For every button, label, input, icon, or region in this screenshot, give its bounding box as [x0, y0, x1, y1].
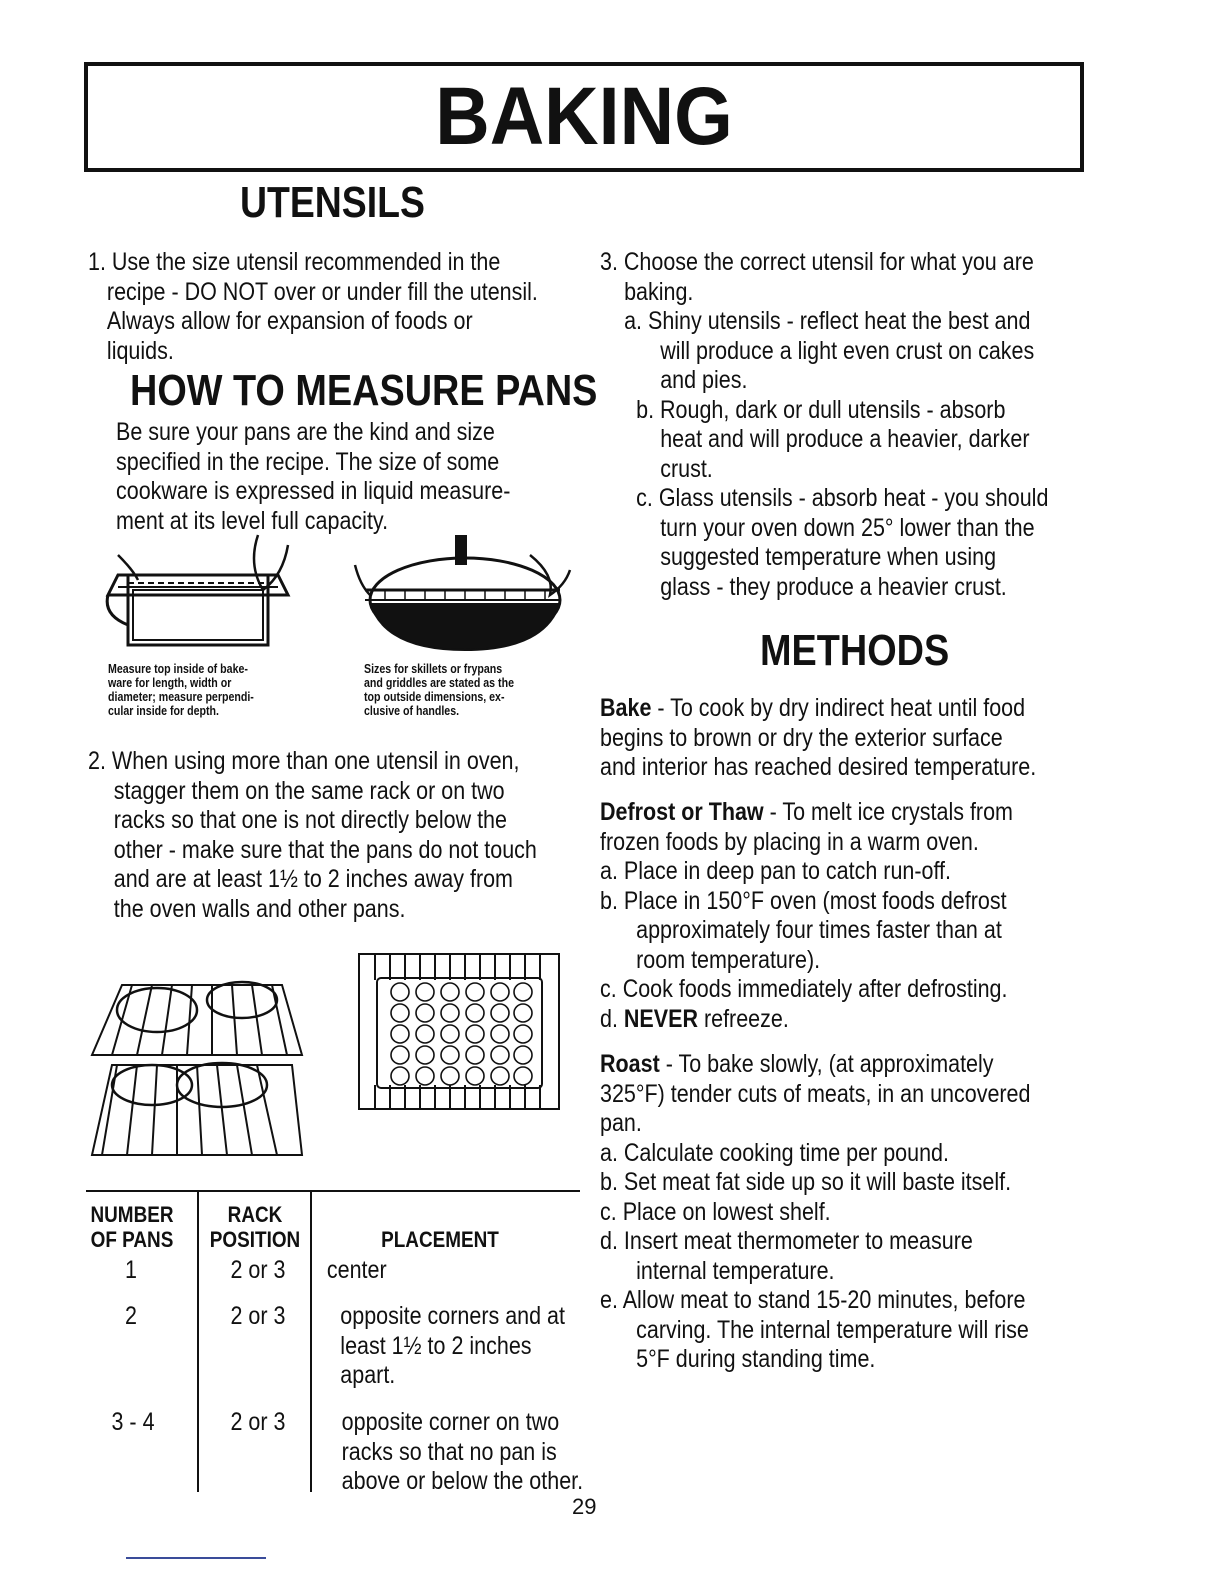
methods-heading: METHODS: [760, 626, 950, 675]
method-defrost: Defrost or Thaw - To melt ice crystals from frozen foods by placing in a warm oven. a. Place in deep pan to catch run-off. b. Place in 150°F oven (most foods defrost approximately four times faster than at room temperature). c. Cook foods immediately after defrosting. d. NEVER refreeze.: [600, 798, 1013, 1033]
skillet-measure-illustration: [355, 525, 570, 660]
measure-pans-heading: HOW TO MEASURE PANS: [130, 366, 598, 415]
bakeware-measure-illustration: [108, 535, 308, 660]
method-roast: Roast - To bake slowly, (at approximately 325°F) tender cuts of meats, in an uncovered pan. a. Calculate cooking time per pound. b. Set meat fat side up so it will baste itself. c. Place on lowest shelf. d. Insert meat thermometer to measure internal temperature. e. Allow meat to stand 15-20 minutes, before carving. The internal temperature will rise 5°F during standing time.: [600, 1050, 1031, 1373]
table-row-3-rack: 2 or 3: [230, 1408, 286, 1436]
table-row-1-placement: center: [326, 1256, 387, 1284]
table-row-2-num: 2: [124, 1302, 137, 1330]
table-row-2-rack: 2 or 3: [230, 1302, 286, 1330]
measure-pans-body: Be sure your pans are the kind and size specified in the recipe. The size of some cookware is expressed in liquid measure- ment at its level full capacity.: [116, 418, 511, 535]
cookie-sheet-illustration: [355, 950, 565, 1115]
utensils-item-3: 3. Choose the correct utensil for what you are baking. a. Shiny utensils - reflect heat the best and will produce a light even crust on cakes and pies. b. Rough, dark or dull utensils - absorb heat and will produce a heavier, darker crust. c. Glass utensils - absorb heat - you should turn your oven down 25° lower than the suggested temperature when using glass - they produce a heavier crust.: [600, 248, 1049, 601]
table-header-number: NUMBER OF PANS: [90, 1202, 174, 1252]
table-row-3-placement: opposite corner on two racks so that no pan is above or below the other.: [341, 1408, 584, 1495]
table-row-2-placement: opposite corners and at least 1½ to 2 inches apart.: [340, 1302, 565, 1389]
footer-rule: [126, 1557, 266, 1559]
bakeware-caption: Measure top inside of bake- ware for length, width or diameter; measure perpendi- cular inside for depth.: [108, 662, 254, 718]
table-header-rack: RACK POSITION: [209, 1202, 301, 1252]
table-header-placement: PLACEMENT: [381, 1227, 499, 1252]
utensils-item-2: 2. When using more than one utensil in oven, stagger them on the same rack or on two racks so that one is not directly below the other - make sure that the pans do not touch and are at least 1½ to 2 inches away from the oven walls and other pans.: [88, 747, 537, 923]
table-divider-1: [197, 1192, 199, 1492]
skillet-caption: Sizes for skillets or frypans and griddles are stated as the top outside dimensions, ex- clusive of handles.: [364, 662, 514, 718]
utensils-heading: UTENSILS: [240, 178, 425, 227]
page-title: BAKING: [435, 71, 733, 162]
method-bake: Bake - To cook by dry indirect heat until food begins to brown or dry the exterior surface and interior has reached desired temperature.: [600, 694, 1037, 781]
table-divider-2: [310, 1192, 312, 1492]
utensils-item-1: 1. Use the size utensil recommended in the recipe - DO NOT over or under fill the utensil. Always allow for expansion of foods or liquids.: [88, 248, 538, 365]
table-row-3-num: 3 - 4: [111, 1408, 155, 1436]
two-rack-pans-illustration: [82, 955, 307, 1165]
table-top-rule: [86, 1190, 580, 1192]
table-row-1-num: 1: [124, 1256, 137, 1284]
page-number: 29: [572, 1494, 597, 1519]
table-row-1-rack: 2 or 3: [230, 1256, 286, 1284]
